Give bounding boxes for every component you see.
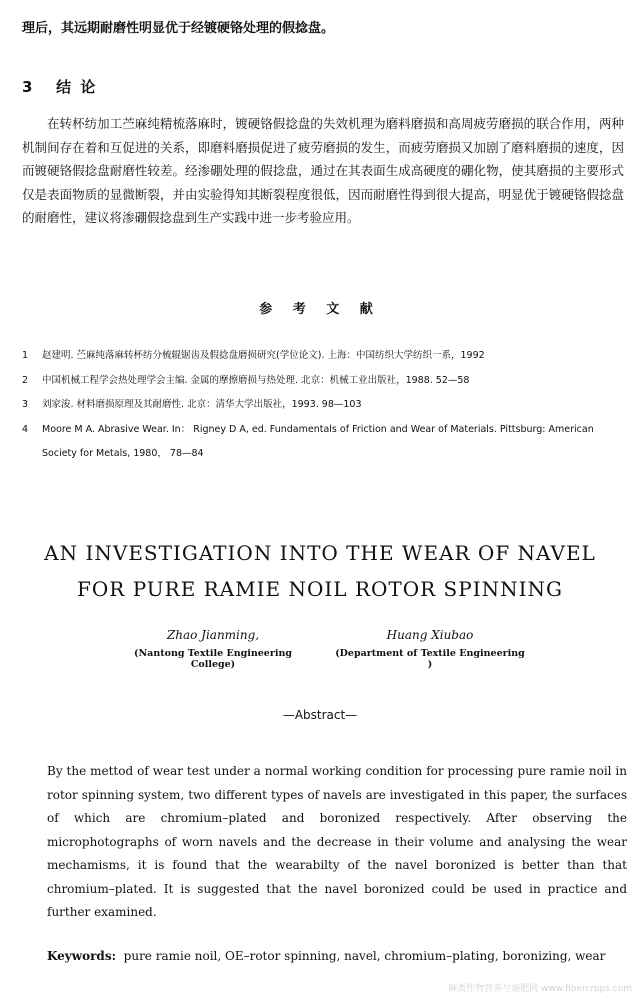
english-title-line2: FOR PURE RAMIE NOIL ROTOR SPINNING <box>77 577 563 601</box>
reference-item <box>22 418 626 467</box>
author-1-name: Zhao Jianming, <box>166 628 260 642</box>
references-title: 参 考 文 献 <box>259 302 381 317</box>
reference-number: 2 <box>22 374 29 386</box>
keywords-label: Keywords: <box>47 949 117 963</box>
english-title <box>0 535 640 607</box>
watermark: 麻类作物营养与施肥网 www.fibercrops.com <box>448 984 632 994</box>
reference-number: 1 <box>22 350 29 361</box>
english-title-line1: AN INVESTIGATION INTO THE WEAR OF NAVEL <box>44 541 596 565</box>
reference-number: 4 <box>22 423 29 435</box>
top-paragraph: 理后，其远期耐磨性明显优于经镀硬铬处理的假捻盘。 <box>22 21 335 36</box>
section-heading <box>22 76 97 97</box>
author-2 <box>335 628 525 670</box>
author-1 <box>118 628 308 670</box>
reference-text: 赵建明. 苎麻纯落麻转杯纺分梳辊锯齿及假捻盘磨损研究(学位论文). 上海：中国纺织大学纺织一系，1992 <box>42 350 485 361</box>
abstract-label: —Abstract— <box>282 708 358 722</box>
reference-text: 中国机械工程学会热处理学会主编. 金属的摩擦磨损与热处理. 北京：机械工业出版社，1988. 52—58 <box>42 374 470 386</box>
conclusion-body: 在转杯纺加工苎麻纯精梳落麻时，镀硬铬假捻盘的失效机理为磨料磨损和高周疲劳磨损的联合作用，两种机制间存在着和互促进的关系，即磨料磨损促进了疲劳磨损的发生，而疲劳磨损又加剧了磨料磨损的速度，因而镀硬铬假捻盘耐磨性较差。经渗硼处理的假捻盘，通过在其表面生成高硬度的硼化物，使其磨损的主要形式仅是表面物质的显微断裂，并由实验得知其断裂程度很低，因而耐磨性得到很大提高，明显优于镀硬铬假捻盘的耐磨性，建议将渗硼假捻盘到生产实践中进一步考验应用。 <box>22 116 624 225</box>
reference-item <box>22 369 626 394</box>
keywords-text: pure ramie noil, OE–rotor spinning, navel, chromium–plating, boronizing, wear <box>123 949 606 963</box>
keywords <box>47 944 622 968</box>
author-1-affiliation: (Nantong Textile Engineering College) <box>133 648 293 670</box>
author-2-affiliation: (Department of Textile Engineering ) <box>335 648 525 670</box>
reference-item <box>22 344 626 369</box>
section-number: 3 <box>22 78 35 96</box>
section-title: 结 论 <box>56 78 98 96</box>
reference-number: 3 <box>22 399 29 410</box>
reference-text: 刘家浚. 材料磨损原理及其耐磨性. 北京：清华大学出版社，1993. 98—103 <box>42 399 362 410</box>
reference-text: Moore M A. Abrasive Wear. In： Rigney D A, ed. Fundamentals of Friction and Wear of Materials. Pittsburg: American Society for Metals, 1980， 78—84 <box>42 423 594 459</box>
references-list <box>22 344 626 467</box>
author-2-name: Huang Xiubao <box>386 628 474 642</box>
abstract-text: By the mettod of wear test under a normal working condition for processing pure ramie noil in rotor spinning system, two different types of navels are investigated in this paper, the surfaces of which are chromium–plated and boronized respectively. After observing the microphotographs of worn navels and the decrease in their volume and analysing the wear mechamisms, it is found that the wearabilty of the navel boronized is better than that chromium–plated. It is suggested that the navel boronized could be used in practice and further examined. <box>47 764 627 919</box>
reference-item <box>22 393 626 418</box>
